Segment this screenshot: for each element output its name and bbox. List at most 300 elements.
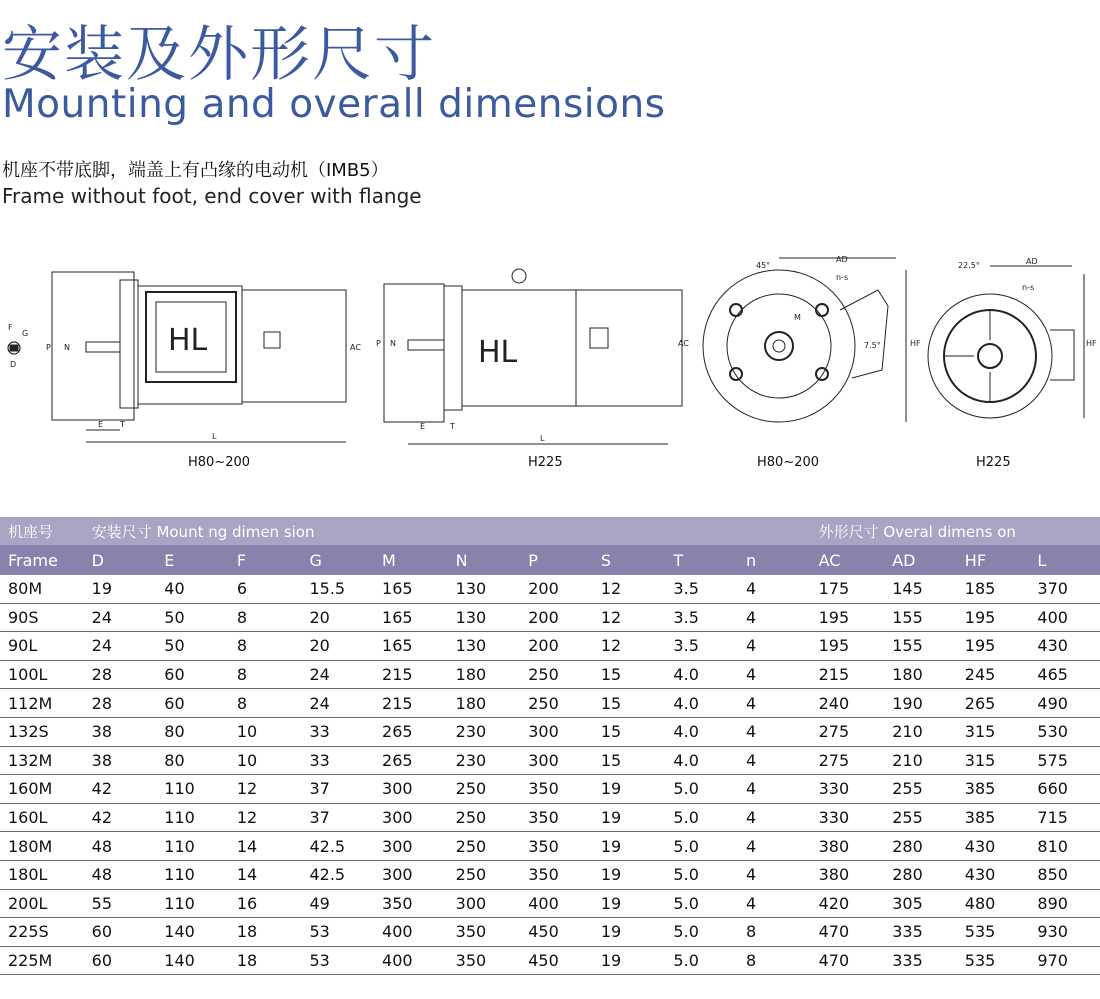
table-row [0, 717, 1100, 746]
table-cell: 4 [738, 717, 811, 746]
table-cell: 4 [738, 803, 811, 832]
table-cell: 300 [374, 775, 448, 804]
table-cell: 37 [301, 803, 374, 832]
subtitle-en: Frame without foot, end cover with flange [2, 184, 422, 208]
label-ac: AC [350, 343, 361, 352]
table-cell: 245 [957, 660, 1030, 689]
table-cell: 165 [374, 575, 448, 603]
table-cell: 660 [1029, 775, 1100, 804]
table-cell: 145 [884, 575, 957, 603]
logo-text-1: HL [168, 323, 208, 358]
table-cell: 250 [448, 832, 521, 861]
end-cover-225 [444, 286, 462, 410]
terminal-box-end [840, 290, 888, 378]
table-cell: 19 [593, 832, 666, 861]
table-cell: 5.0 [665, 775, 738, 804]
table-cell: 255 [884, 803, 957, 832]
table-cell: 155 [884, 603, 957, 632]
caption-1: H80~200 [188, 455, 251, 470]
table-cell: 15 [593, 689, 666, 718]
table-cell: 215 [811, 660, 885, 689]
end-view-h80-200 [703, 255, 921, 422]
label-75: 7.5° [864, 341, 881, 350]
table-cell: 530 [1029, 717, 1100, 746]
table-cell: 110 [156, 860, 229, 889]
brake-box [264, 332, 280, 348]
table-cell: 4.0 [665, 746, 738, 775]
table-cell: 140 [156, 918, 229, 947]
table-cell: 190 [884, 689, 957, 718]
flange-circle [703, 270, 855, 422]
table-cell: 450 [520, 918, 593, 947]
bolt-hole-icon [816, 368, 828, 380]
table-cell: 5.0 [665, 860, 738, 889]
table-cell: 350 [448, 918, 521, 947]
table-cell: 300 [520, 746, 593, 775]
table-cell: 55 [84, 889, 157, 918]
table-cell: 210 [884, 746, 957, 775]
table-cell: 465 [1029, 660, 1100, 689]
table-cell: 350 [520, 860, 593, 889]
table-cell: 4 [738, 660, 811, 689]
table-cell: 715 [1029, 803, 1100, 832]
subtitle-cn: 机座不带底脚，端盖上有凸缘的电动机（IMB5） [2, 160, 389, 181]
table-cell: 3.5 [665, 603, 738, 632]
table-cell: 930 [1029, 918, 1100, 947]
table-cell: 350 [448, 946, 521, 975]
table-cell: 40 [156, 575, 229, 603]
label-f: F [8, 323, 13, 332]
label-e-225: E [420, 422, 426, 431]
table-body [0, 575, 1100, 975]
table-cell: 155 [884, 632, 957, 661]
table-cell: 300 [374, 832, 448, 861]
table-cell: 53 [301, 946, 374, 975]
table-cell: 60 [156, 660, 229, 689]
fan-cover [242, 290, 346, 402]
shaft-key [10, 345, 18, 351]
table-cell: 350 [374, 889, 448, 918]
label-ad-225: AD [1026, 257, 1038, 266]
table-cell: 470 [811, 946, 885, 975]
label-hf-225: HF [1086, 339, 1097, 348]
label-e: E [98, 420, 104, 429]
label-n: N [64, 343, 70, 352]
table-cell: 315 [957, 717, 1030, 746]
table-cell: 10 [229, 717, 302, 746]
table-cell: 33 [301, 717, 374, 746]
table-cell: 380 [811, 860, 885, 889]
bolt-hole-icon [730, 304, 742, 316]
table-cell: 330 [811, 775, 885, 804]
table-column-header-row [0, 545, 1100, 575]
table-cell: 132S [0, 717, 84, 746]
table-cell: 300 [374, 860, 448, 889]
table-cell: 300 [520, 717, 593, 746]
table-cell: 4 [738, 746, 811, 775]
end-cover [120, 280, 138, 408]
column-header-s: S [593, 545, 666, 575]
table-cell: 225S [0, 918, 84, 947]
table-cell: 195 [811, 632, 885, 661]
table-cell: 250 [520, 660, 593, 689]
table-cell: 60 [84, 918, 157, 947]
table-cell: 4.0 [665, 717, 738, 746]
table-cell: 5.0 [665, 918, 738, 947]
column-header-g: G [301, 545, 374, 575]
shaft-center [773, 340, 785, 352]
table-cell: 15 [593, 717, 666, 746]
table-row [0, 575, 1100, 603]
table-cell: 350 [520, 775, 593, 804]
table-row [0, 632, 1100, 661]
table-cell: 250 [448, 775, 521, 804]
table-cell: 385 [957, 803, 1030, 832]
table-cell: 38 [84, 717, 157, 746]
table-cell: 250 [520, 689, 593, 718]
label-p-225: P [376, 339, 381, 348]
table-cell: 15 [593, 746, 666, 775]
table-cell: 19 [593, 889, 666, 918]
table-cell: 195 [957, 603, 1030, 632]
table-cell: 400 [520, 889, 593, 918]
table-cell: 24 [301, 660, 374, 689]
table-cell: 60 [84, 946, 157, 975]
table-cell: 275 [811, 746, 885, 775]
table-cell: 48 [84, 860, 157, 889]
table-cell: 90S [0, 603, 84, 632]
table-cell: 200 [520, 632, 593, 661]
table-cell: 400 [374, 918, 448, 947]
table-cell: 20 [301, 632, 374, 661]
table-cell: 42 [84, 803, 157, 832]
table-cell: 49 [301, 889, 374, 918]
table-cell: 19 [593, 803, 666, 832]
table-cell: 215 [374, 660, 448, 689]
table-cell: 18 [229, 946, 302, 975]
table-row [0, 860, 1100, 889]
table-cell: 38 [84, 746, 157, 775]
flange-outline-225 [384, 284, 444, 422]
column-header-ac: AC [811, 545, 885, 575]
label-d: D [10, 360, 17, 369]
table-cell: 8 [229, 603, 302, 632]
column-header-d: D [84, 545, 157, 575]
table-row [0, 889, 1100, 918]
table-cell: 12 [229, 775, 302, 804]
table-cell: 5.0 [665, 832, 738, 861]
column-header-e: E [156, 545, 229, 575]
table-cell: 19 [593, 775, 666, 804]
table-row [0, 603, 1100, 632]
column-header-n: N [448, 545, 521, 575]
table-cell: 265 [374, 746, 448, 775]
table-cell: 430 [957, 832, 1030, 861]
table-cell: 4 [738, 775, 811, 804]
table-cell: 19 [593, 946, 666, 975]
shaft-outline [86, 342, 120, 352]
bolt-hole-icon [816, 304, 828, 316]
table-cell: 4 [738, 860, 811, 889]
table-cell: 19 [593, 860, 666, 889]
table-cell: 450 [520, 946, 593, 975]
table-cell: 18 [229, 918, 302, 947]
table-cell: 60 [156, 689, 229, 718]
table-cell: 8 [229, 689, 302, 718]
label-t-225: T [450, 422, 455, 431]
label-n-225: N [390, 339, 396, 348]
label-m: M [794, 313, 801, 322]
label-ns: n-s [836, 273, 849, 282]
table-cell: 810 [1029, 832, 1100, 861]
table-row [0, 918, 1100, 947]
table-cell: 4 [738, 603, 811, 632]
table-cell: 4.0 [665, 660, 738, 689]
column-header-frame: Frame [0, 545, 84, 575]
table-cell: 42.5 [301, 860, 374, 889]
table-row [0, 660, 1100, 689]
table-cell: 110 [156, 775, 229, 804]
column-header-l: L [1029, 545, 1100, 575]
table-cell: 80M [0, 575, 84, 603]
table-cell: 12 [229, 803, 302, 832]
table-cell: 130 [448, 632, 521, 661]
table-cell: 4 [738, 832, 811, 861]
shaft-circle-225 [978, 344, 1002, 368]
table-cell: 24 [301, 689, 374, 718]
table-cell: 400 [374, 946, 448, 975]
table-cell: 160M [0, 775, 84, 804]
label-g: G [22, 329, 29, 338]
table-cell: 24 [84, 603, 157, 632]
table-cell: 200 [520, 603, 593, 632]
table-cell: 265 [957, 689, 1030, 718]
table-cell: 225M [0, 946, 84, 975]
table-cell: 16 [229, 889, 302, 918]
table-cell: 470 [811, 918, 885, 947]
table-cell: 5.0 [665, 889, 738, 918]
table-cell: 3.5 [665, 575, 738, 603]
table-cell: 200L [0, 889, 84, 918]
table-cell: 250 [448, 860, 521, 889]
table-cell: 330 [811, 803, 885, 832]
table-cell: 110 [156, 803, 229, 832]
label-hf: HF [910, 339, 921, 348]
table-cell: 200 [520, 575, 593, 603]
table-cell: 42.5 [301, 832, 374, 861]
table-cell: 140 [156, 946, 229, 975]
table-cell: 3.5 [665, 632, 738, 661]
table-cell: 380 [811, 832, 885, 861]
side-view-h225 [376, 269, 689, 444]
table-row [0, 946, 1100, 975]
table-cell: 305 [884, 889, 957, 918]
column-header-p: P [520, 545, 593, 575]
table-cell: 195 [811, 603, 885, 632]
table-row [0, 832, 1100, 861]
table-cell: 165 [374, 603, 448, 632]
table-cell: 970 [1029, 946, 1100, 975]
table-cell: 8 [229, 660, 302, 689]
lifting-eye-icon [512, 269, 526, 283]
table-cell: 8 [738, 918, 811, 947]
drawings-svg [0, 250, 1100, 475]
table-cell: 4 [738, 575, 811, 603]
table-cell: 180 [884, 660, 957, 689]
table-cell: 335 [884, 946, 957, 975]
label-225-angle: 22.5° [958, 261, 980, 270]
table-cell: 37 [301, 775, 374, 804]
label-ns-225: n-s [1022, 283, 1035, 292]
column-header-t: T [665, 545, 738, 575]
table-cell: 180 [448, 689, 521, 718]
table-cell: 300 [374, 803, 448, 832]
table-cell: 180 [448, 660, 521, 689]
table-cell: 48 [84, 832, 157, 861]
table-cell: 8 [229, 632, 302, 661]
table-cell: 80 [156, 746, 229, 775]
label-l: L [212, 432, 217, 441]
table-cell: 4 [738, 689, 811, 718]
table-cell: 180L [0, 860, 84, 889]
page-title-en: Mounting and overall dimensions [2, 82, 666, 127]
table-cell: 100L [0, 660, 84, 689]
brake-box-225 [590, 328, 608, 348]
label-p: P [46, 343, 51, 352]
table-cell: 215 [374, 689, 448, 718]
table-cell: 5.0 [665, 803, 738, 832]
table-cell: 130 [448, 575, 521, 603]
table-cell: 490 [1029, 689, 1100, 718]
shaft-outline-225 [408, 340, 444, 350]
table-cell: 53 [301, 918, 374, 947]
table-cell: 50 [156, 603, 229, 632]
table-cell: 90L [0, 632, 84, 661]
table-cell: 33 [301, 746, 374, 775]
table-cell: 210 [884, 717, 957, 746]
table-cell: 6 [229, 575, 302, 603]
table-cell: 28 [84, 660, 157, 689]
table-cell: 14 [229, 832, 302, 861]
table-cell: 19 [593, 918, 666, 947]
table-cell: 230 [448, 746, 521, 775]
header-overall-group: 外形尺寸 Overal dimens on [811, 517, 1100, 545]
table-cell: 430 [1029, 632, 1100, 661]
logo-text-2: HL [478, 335, 518, 370]
table-row [0, 775, 1100, 804]
label-l-225: L [540, 434, 545, 443]
table-cell: 15 [593, 660, 666, 689]
dimension-drawings [0, 250, 1100, 475]
table-cell: 8 [738, 946, 811, 975]
table-cell: 850 [1029, 860, 1100, 889]
column-header-f: F [229, 545, 302, 575]
header-mount-group: 安装尺寸 Mount ng dimen sion [84, 517, 811, 545]
table-cell: 370 [1029, 575, 1100, 603]
table-cell: 42 [84, 775, 157, 804]
table-cell: 300 [448, 889, 521, 918]
bolt-hole-icon [730, 368, 742, 380]
table-cell: 230 [448, 717, 521, 746]
page-title-cn: 安装及外形尺寸 [2, 20, 436, 90]
table-cell: 130 [448, 603, 521, 632]
table-cell: 255 [884, 775, 957, 804]
end-view-h225 [928, 257, 1097, 418]
table-cell: 350 [520, 832, 593, 861]
table-cell: 175 [811, 575, 885, 603]
table-cell: 50 [156, 632, 229, 661]
table-cell: 400 [1029, 603, 1100, 632]
column-header-hf: HF [957, 545, 1030, 575]
table-cell: 132M [0, 746, 84, 775]
dimension-table [0, 517, 1100, 975]
table-cell: 315 [957, 746, 1030, 775]
table-cell: 5.0 [665, 946, 738, 975]
table-cell: 10 [229, 746, 302, 775]
table-cell: 535 [957, 918, 1030, 947]
table-cell: 28 [84, 689, 157, 718]
table-cell: 185 [957, 575, 1030, 603]
label-45: 45° [756, 261, 771, 270]
column-header-ad: AD [884, 545, 957, 575]
table-cell: 195 [957, 632, 1030, 661]
table-cell: 280 [884, 832, 957, 861]
table-cell: 110 [156, 889, 229, 918]
table-cell: 335 [884, 918, 957, 947]
table-cell: 15.5 [301, 575, 374, 603]
table-cell: 80 [156, 717, 229, 746]
table-cell: 535 [957, 946, 1030, 975]
table-cell: 12 [593, 632, 666, 661]
table-cell: 24 [84, 632, 157, 661]
table-cell: 4 [738, 889, 811, 918]
table-cell: 12 [593, 603, 666, 632]
caption-2: H225 [528, 455, 563, 470]
caption-3: H80~200 [757, 455, 820, 470]
table-cell: 275 [811, 717, 885, 746]
caption-4: H225 [976, 455, 1011, 470]
label-t: T [120, 420, 125, 429]
column-header-n: n [738, 545, 811, 575]
header-frame-cn: 机座号 [0, 517, 84, 545]
table-row [0, 746, 1100, 775]
label-ad: AD [836, 255, 848, 264]
table-cell: 350 [520, 803, 593, 832]
table-cell: 265 [374, 717, 448, 746]
table-cell: 420 [811, 889, 885, 918]
table-cell: 575 [1029, 746, 1100, 775]
shaft-circle [765, 332, 793, 360]
table-cell: 180M [0, 832, 84, 861]
table-row [0, 689, 1100, 718]
table-cell: 110 [156, 832, 229, 861]
column-header-m: M [374, 545, 448, 575]
table-cell: 890 [1029, 889, 1100, 918]
side-view-h80-200 [8, 272, 361, 442]
table-cell: 240 [811, 689, 885, 718]
table-cell: 430 [957, 860, 1030, 889]
table-cell: 19 [84, 575, 157, 603]
table-cell: 20 [301, 603, 374, 632]
table-cell: 112M [0, 689, 84, 718]
table-cell: 160L [0, 803, 84, 832]
table-cell: 4 [738, 632, 811, 661]
table-cell: 480 [957, 889, 1030, 918]
table-cell: 4.0 [665, 689, 738, 718]
table-cell: 250 [448, 803, 521, 832]
table-cell: 14 [229, 860, 302, 889]
table-group-header-row [0, 517, 1100, 545]
